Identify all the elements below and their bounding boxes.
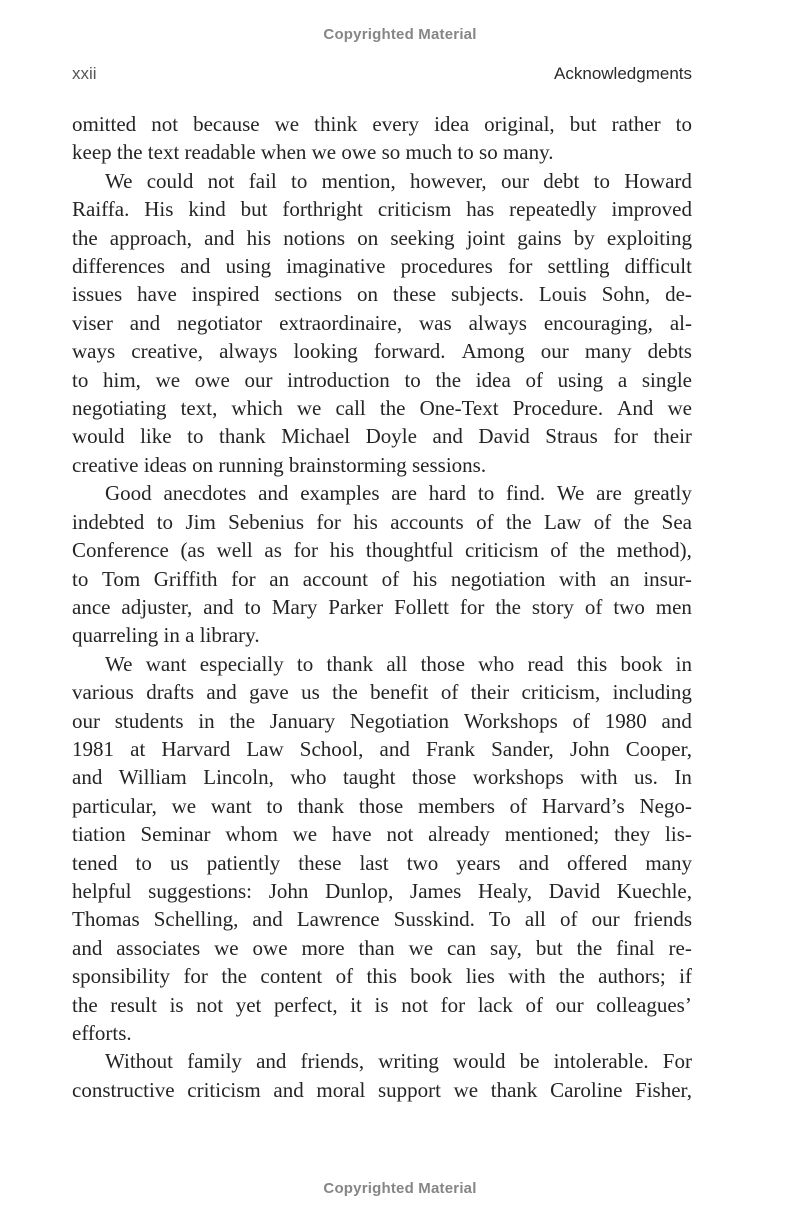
text-line: ways creative, always looking forward. Among our many debts — [72, 339, 692, 364]
text-line: various drafts and gave us the benefit of their criticism, including — [72, 680, 692, 705]
text-line: and associates we owe more than we can say, but the final re- — [72, 935, 692, 960]
text-line: We could not fail to mention, however, our debt to Howard — [105, 168, 692, 193]
text-line: tened to us patiently these last two years and offered many — [72, 850, 692, 875]
text-line: and William Lincoln, who taught those workshops with us. In — [72, 765, 692, 790]
copyright-notice-top: Copyrighted Material — [323, 26, 477, 43]
text-line: creative ideas on running brainstorming sessions. — [72, 452, 487, 477]
text-line: to him, we owe our introduction to the idea of using a single — [72, 367, 692, 392]
text-line: 1981 at Harvard Law School, and Frank Sander, John Cooper, — [72, 736, 692, 761]
paragraph — [72, 1047, 692, 1104]
text-line: tiation Seminar whom we have not already mentioned; they lis- — [72, 822, 692, 847]
text-line: quarreling in a library. — [72, 623, 260, 648]
paragraph — [72, 167, 692, 479]
text-line: viser and negotiator extraordinaire, was always encouraging, al- — [72, 310, 692, 335]
copyright-notice-bottom: Copyrighted Material — [323, 1180, 477, 1197]
text-line: sponsibility for the content of this book lies with the authors; if — [72, 964, 692, 989]
running-header — [72, 64, 692, 84]
text-line: Good anecdotes and examples are hard to find. We are greatly — [105, 481, 692, 506]
text-line: Thomas Schelling, and Lawrence Susskind. To all of our friends — [72, 907, 692, 932]
text-line: Raiffa. His kind but forthright criticism has repeatedly improved — [72, 197, 692, 222]
text-line: Without family and friends, writing would be intolerable. For — [105, 1049, 692, 1074]
page-number: xxii — [72, 64, 97, 83]
text-line: constructive criticism and moral support we thank Caroline Fisher, — [72, 1077, 692, 1102]
paragraph — [72, 110, 692, 167]
text-line: omitted not because we think every idea original, but rather to — [72, 112, 692, 136]
text-line: efforts. — [72, 1021, 132, 1045]
paragraph — [72, 650, 692, 1048]
text-line: We want especially to thank all those who read this book in — [105, 651, 692, 676]
text-line: Conference (as well as for his thoughtful criticism of the method), — [72, 538, 692, 563]
paragraph — [72, 479, 692, 649]
text-line: would like to thank Michael Doyle and David Straus for their — [72, 424, 692, 449]
running-header-title: Acknowledgments — [554, 64, 692, 83]
text-line: negotiating text, which we call the One-Text Procedure. And we — [72, 396, 692, 421]
text-line: keep the text readable when we owe so much to so many. — [72, 140, 554, 165]
text-line: differences and using imaginative procedures for settling difficult — [72, 254, 692, 279]
text-line: the result is not yet perfect, it is not for lack of our colleagues’ — [72, 992, 692, 1017]
text-line: our students in the January Negotiation Workshops of 1980 and — [72, 708, 692, 733]
text-line: to Tom Griffith for an account of his negotiation with an insur- — [72, 566, 692, 591]
text-line: indebted to Jim Sebenius for his accounts of the Law of the Sea — [72, 509, 692, 534]
text-line: particular, we want to thank those members of Harvard’s Nego- — [72, 793, 692, 818]
page-body — [72, 110, 692, 1104]
text-line: the approach, and his notions on seeking joint gains by exploiting — [72, 225, 692, 250]
text-line: helpful suggestions: John Dunlop, James Healy, David Kuechle, — [72, 878, 692, 903]
text-line: issues have inspired sections on these subjects. Louis Sohn, de- — [72, 282, 692, 307]
text-line: ance adjuster, and to Mary Parker Follett for the story of two men — [72, 594, 692, 619]
